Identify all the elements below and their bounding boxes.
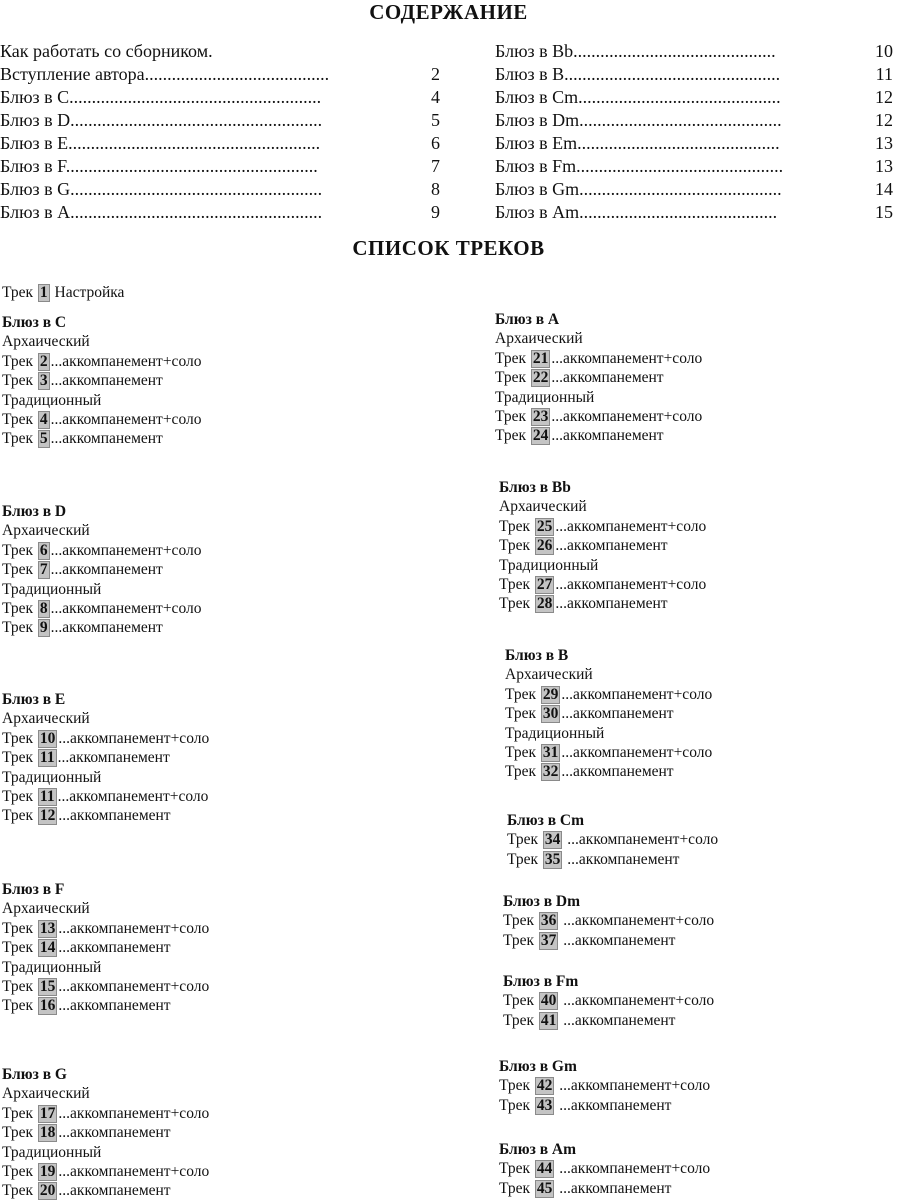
track-row[interactable]: Трек 31 ...аккомпанемент+соло	[505, 744, 713, 762]
track-description: ...аккомпанемент	[561, 763, 674, 781]
arrangement-label: Архаический	[499, 498, 587, 516]
track-description: ...аккомпанемент+соло	[551, 349, 703, 367]
track-row[interactable]: Трек 27 ...аккомпанемент+соло	[499, 576, 707, 594]
track-row[interactable]: Трек 8 ...аккомпанемент+соло	[2, 600, 202, 618]
track-number: 7	[39, 561, 48, 579]
track-description: ...аккомпанемент	[58, 1182, 171, 1200]
track-section	[2, 690, 209, 826]
arrangement-label: Архаический	[2, 710, 90, 728]
track-row[interactable]: Трек 7 ...аккомпанемент	[2, 561, 163, 579]
track-section	[499, 1140, 710, 1198]
track-number: 40	[540, 992, 557, 1010]
track-row[interactable]: Трек 26 ...аккомпанемент	[499, 537, 668, 555]
track-description: ...аккомпанемент+соло	[559, 912, 715, 930]
section-heading: Блюз в E	[2, 691, 66, 708]
track-row[interactable]: Трек 19 ...аккомпанемент+соло	[2, 1163, 210, 1181]
track-number: 2	[39, 352, 48, 370]
track-row[interactable]: Трек 45 ...аккомпанемент	[499, 1179, 672, 1197]
arrangement-label: Традиционный	[2, 1143, 102, 1161]
toc-entry[interactable]: Блюз в F........................................................ 7	[0, 156, 440, 176]
track-description: ...аккомпанемент	[563, 850, 680, 868]
section-heading: Блюз в D	[2, 503, 67, 520]
track-row[interactable]: Трек 3 ...аккомпанемент	[2, 372, 163, 390]
toc-entry[interactable]: Блюз в E........................................................ 6	[0, 133, 440, 153]
track-description: ...аккомпанемент	[58, 1124, 171, 1142]
track-description: ...аккомпанемент+соло	[57, 788, 209, 806]
track-number: 44	[536, 1160, 553, 1178]
arrangement-label: Традиционный	[499, 556, 599, 574]
track-number: 3	[39, 372, 48, 390]
track-number: 19	[39, 1163, 56, 1181]
track-number: 17	[39, 1104, 56, 1122]
track-section	[2, 880, 209, 1016]
track-description: ...аккомпанемент+соло	[50, 600, 202, 618]
track-description: ...аккомпанемент	[555, 537, 668, 555]
track-description: ...аккомпанемент+соло	[58, 729, 210, 747]
arrangement-label: Традиционный	[2, 958, 102, 976]
track-row[interactable]: Трек 32 ...аккомпанемент	[505, 763, 674, 781]
track-row[interactable]: Трек 22 ...аккомпанемент	[495, 369, 664, 387]
track-number: 24	[532, 427, 549, 445]
track-section	[505, 646, 712, 782]
track-number: 13	[39, 919, 56, 937]
arrangement-label: Архаический	[2, 333, 90, 351]
arrangement-label: Архаический	[2, 1085, 90, 1103]
section-heading: Блюз в F	[2, 881, 65, 898]
section-heading: Блюз в Bb	[499, 479, 571, 496]
track-row[interactable]: Трек 25 ...аккомпанемент+соло	[499, 517, 707, 535]
track-description: ...аккомпанемент+соло	[58, 978, 210, 996]
track-row[interactable]: Трек 36 ...аккомпанемент+соло	[503, 912, 715, 930]
track-row[interactable]: Трек 10 ...аккомпанемент+соло	[2, 729, 210, 747]
track-description: ...аккомпанемент+соло	[50, 352, 202, 370]
tracks-title: СПИСОК ТРЕКОВ	[352, 236, 545, 260]
track-row[interactable]: Трек 11 ...аккомпанемент+соло	[2, 788, 209, 806]
track-number: 42	[536, 1077, 553, 1095]
section-heading: Блюз в A	[495, 311, 560, 328]
track-row[interactable]: Трек 41 ...аккомпанемент	[503, 1011, 676, 1029]
track-number: 36	[540, 912, 557, 930]
track-row[interactable]: Трек 29 ...аккомпанемент+соло	[505, 685, 713, 703]
section-heading: Блюз в Cm	[507, 812, 585, 829]
track-number: 12	[39, 807, 56, 825]
track-number: 4	[39, 411, 48, 429]
track-description: ...аккомпанемент	[551, 369, 664, 387]
toc-entry[interactable]: Блюз в Gm............................................. 14	[495, 179, 893, 199]
track-row[interactable]: Трек 28 ...аккомпанемент	[499, 595, 668, 613]
track-row[interactable]: Трек 14 ...аккомпанемент	[2, 939, 171, 957]
track-description: ...аккомпанемент	[58, 807, 171, 825]
arrangement-label: Традиционный	[2, 768, 102, 786]
track-description: ...аккомпанемент	[57, 749, 170, 767]
track-description: ...аккомпанемент	[551, 427, 664, 445]
section-heading: Блюз в Gm	[499, 1058, 577, 1075]
track-row[interactable]: Трек 21 ...аккомпанемент+соло	[495, 349, 703, 367]
track-number: 27	[536, 576, 553, 594]
track-row[interactable]: Трек 43 ...аккомпанемент	[499, 1096, 672, 1114]
track-row[interactable]: Трек 11 ...аккомпанемент	[2, 749, 170, 767]
track-number: 25	[536, 517, 553, 535]
track-description: ...аккомпанемент+соло	[555, 1160, 711, 1178]
toc-left-column	[0, 40, 440, 224]
track-section	[495, 310, 702, 446]
arrangement-label: Традиционный	[495, 388, 595, 406]
track-number: 45	[536, 1179, 553, 1197]
track-number: 9	[39, 619, 48, 637]
track-number: 10	[39, 729, 56, 747]
track-description: ...аккомпанемент+соло	[561, 685, 713, 703]
track-row[interactable]: Трек 9 ...аккомпанемент	[2, 619, 163, 637]
arrangement-label: Традиционный	[2, 580, 102, 598]
track-description: ...аккомпанемент	[50, 561, 163, 579]
track-number: 26	[536, 537, 553, 555]
track-row[interactable]: Трек 34 ...аккомпанемент+соло	[507, 831, 719, 849]
arrangement-label: Архаический	[495, 330, 583, 348]
track-number: 30	[542, 705, 559, 723]
track-row[interactable]: Трек 42 ...аккомпанемент+соло	[499, 1077, 711, 1095]
arrangement-label: Традиционный	[505, 724, 605, 742]
section-heading: Блюз в C	[2, 314, 67, 331]
toc-entry[interactable]: Блюз в Cm............................................. 12	[495, 87, 893, 107]
track-row[interactable]: Трек 12 ...аккомпанемент	[2, 807, 171, 825]
track-description: ...аккомпанемент	[559, 931, 676, 949]
toc-entry[interactable]: Как работать со сборником.	[0, 41, 213, 61]
section-heading: Блюз в G	[2, 1066, 67, 1083]
arrangement-label: Архаический	[2, 900, 90, 918]
toc-entry[interactable]: Блюз в B................................................ 11	[495, 64, 893, 84]
track-description: ...аккомпанемент+соло	[58, 1104, 210, 1122]
track-description: ...аккомпанемент+соло	[58, 1163, 210, 1181]
track-description: ...аккомпанемент+соло	[555, 576, 707, 594]
track-row[interactable]: Трек 4 ...аккомпанемент+соло	[2, 411, 202, 429]
track-description: ...аккомпанемент	[555, 595, 668, 613]
track-row[interactable]: Трек 23 ...аккомпанемент+соло	[495, 408, 703, 426]
track-description: ...аккомпанемент+соло	[555, 517, 707, 535]
toc-entry[interactable]: Блюз в Fm.............................................. 13	[495, 156, 893, 176]
track-row[interactable]: Трек 16 ...аккомпанемент	[2, 997, 171, 1015]
track-row[interactable]: Трек 35 ...аккомпанемент	[507, 850, 680, 868]
track-number: 43	[536, 1096, 553, 1114]
track-description: ...аккомпанемент+соло	[50, 411, 202, 429]
section-heading: Блюз в Fm	[503, 973, 579, 990]
toc-title: СОДЕРЖАНИЕ	[369, 0, 528, 24]
track-number: 6	[39, 541, 48, 559]
track-row[interactable]: Трек 15 ...аккомпанемент+соло	[2, 978, 210, 996]
toc-entry[interactable]: Блюз в Em............................................. 13	[495, 133, 893, 153]
track-row[interactable]: Трек 17 ...аккомпанемент+соло	[2, 1104, 210, 1122]
toc-entry[interactable]: Блюз в C........................................................ 4	[0, 87, 440, 107]
track-number: 32	[542, 763, 559, 781]
track-row[interactable]: Трек 2 ...аккомпанемент+соло	[2, 352, 202, 370]
track-section	[2, 1065, 209, 1201]
track-description: ...аккомпанемент	[50, 619, 163, 637]
track-section	[503, 972, 714, 1030]
track-description: ...аккомпанемент+соло	[58, 919, 210, 937]
track-row[interactable]: Трек 5 ...аккомпанемент	[2, 430, 163, 448]
track-row[interactable]: Трек 44 ...аккомпанемент+соло	[499, 1160, 711, 1178]
track-row[interactable]: Трек 24 ...аккомпанемент	[495, 427, 664, 445]
toc-entry[interactable]: Блюз в Bb............................................. 10	[495, 41, 893, 61]
track-row[interactable]: Трек 6 ...аккомпанемент+соло	[2, 541, 202, 559]
track-description: ...аккомпанемент+соло	[563, 831, 719, 849]
track-number: 16	[39, 997, 56, 1015]
track-number: 29	[542, 685, 559, 703]
track-description: ...аккомпанемент+соло	[559, 992, 715, 1010]
track-section	[499, 478, 706, 614]
track-description: ...аккомпанемент	[559, 1011, 676, 1029]
track-number: 8	[39, 600, 48, 618]
track-number: 20	[39, 1182, 56, 1200]
track-number: 21	[532, 349, 549, 367]
track-row[interactable]: Трек 40 ...аккомпанемент+соло	[503, 992, 715, 1010]
section-heading: Блюз в B	[505, 647, 569, 664]
tuning-track[interactable]: Трек 1 Настройка	[2, 284, 125, 301]
toc-entry[interactable]: Блюз в A........................................................ 9	[0, 202, 440, 222]
track-description: ...аккомпанемент	[555, 1096, 672, 1114]
track-number: 11	[39, 749, 55, 767]
track-number: 31	[542, 744, 559, 762]
track-row[interactable]: Трек 20 ...аккомпанемент	[2, 1182, 171, 1200]
track-number: 34	[544, 831, 561, 849]
track-number: 23	[532, 408, 549, 426]
track-number: 41	[540, 1011, 557, 1029]
arrangement-label: Традиционный	[2, 391, 102, 409]
track-number: 22	[532, 369, 549, 387]
toc-entry[interactable]: Блюз в Dm............................................. 12	[495, 110, 893, 130]
track-row[interactable]: Трек 37 ...аккомпанемент	[503, 931, 676, 949]
track-number: 14	[39, 939, 56, 957]
track-number: 5	[39, 430, 48, 448]
toc-entry[interactable]: Вступление автора......................................... 2	[0, 64, 440, 84]
track-number: 15	[39, 978, 56, 996]
track-row[interactable]: Трек 18 ...аккомпанемент	[2, 1124, 171, 1142]
track-section	[2, 502, 201, 638]
section-heading: Блюз в Dm	[503, 893, 581, 910]
track-section	[2, 313, 201, 449]
track-section	[499, 1057, 710, 1115]
track-row[interactable]: Трек 30 ...аккомпанемент	[505, 705, 674, 723]
track-section	[507, 811, 718, 869]
track-row[interactable]: Трек 13 ...аккомпанемент+соло	[2, 919, 210, 937]
arrangement-label: Архаический	[505, 666, 593, 684]
track-description: ...аккомпанемент	[50, 430, 163, 448]
track-description: ...аккомпанемент	[50, 372, 163, 390]
track-number: 11	[39, 788, 55, 806]
track-description: ...аккомпанемент+соло	[551, 408, 703, 426]
track-description: ...аккомпанемент	[58, 997, 171, 1015]
track-description: ...аккомпанемент	[561, 705, 674, 723]
track-number: 28	[536, 595, 553, 613]
toc-right-column	[495, 40, 895, 224]
track-number: 35	[544, 850, 561, 868]
toc-entry[interactable]: Блюз в G........................................................ 8	[0, 179, 440, 199]
track-number: 1	[39, 284, 48, 301]
arrangement-label: Архаический	[2, 522, 90, 540]
track-section	[503, 892, 714, 950]
track-number: 18	[39, 1124, 56, 1142]
track-description: ...аккомпанемент+соло	[561, 744, 713, 762]
track-description: ...аккомпанемент	[58, 939, 171, 957]
toc-entry[interactable]: Блюз в Am............................................ 15	[495, 202, 893, 222]
section-heading: Блюз в Am	[499, 1141, 577, 1158]
toc-entry[interactable]: Блюз в D........................................................ 5	[0, 110, 440, 130]
track-description: ...аккомпанемент+соло	[555, 1077, 711, 1095]
track-description: ...аккомпанемент	[555, 1179, 672, 1197]
track-number: 37	[540, 931, 557, 949]
track-description: ...аккомпанемент+соло	[50, 541, 202, 559]
